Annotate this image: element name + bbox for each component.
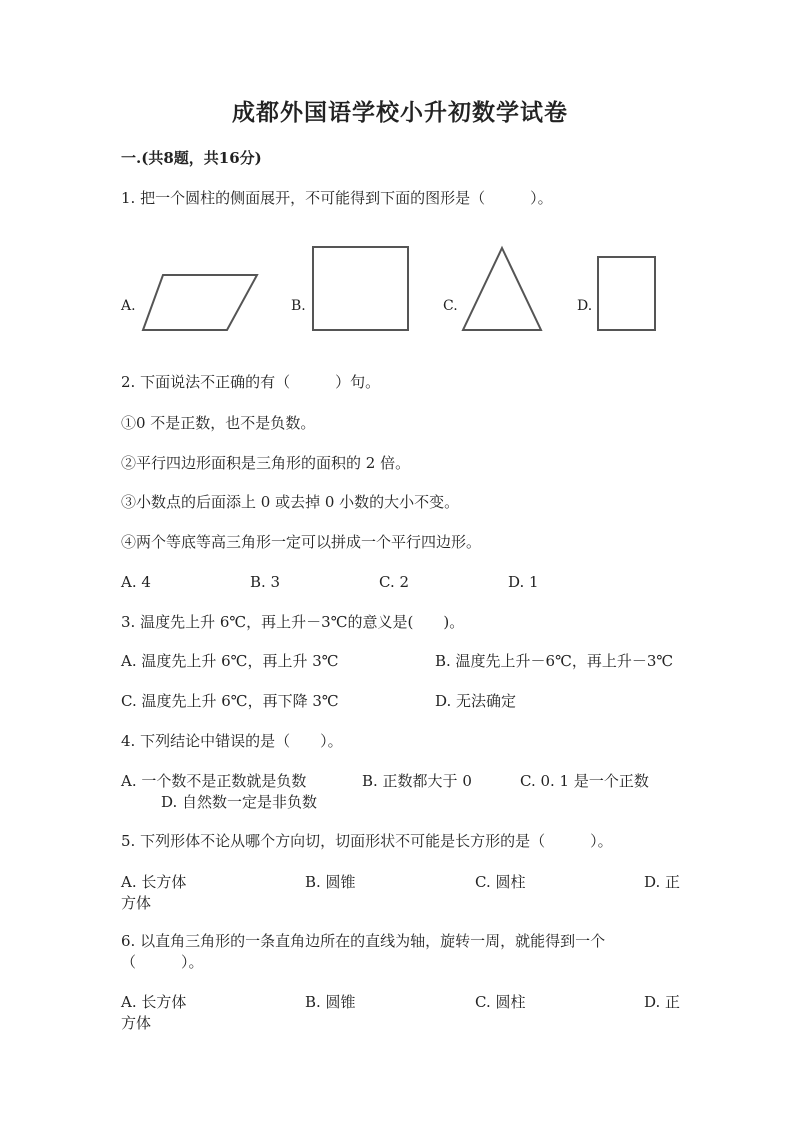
q2-option-c: C. 2 <box>379 573 410 591</box>
square-shape <box>313 247 408 330</box>
q3-option-a: A. 温度先上升 6℃，再上升 3℃ <box>121 652 339 670</box>
q4-option-a: A. 一个数不是正数就是负数 <box>121 772 307 790</box>
q6-option-b: B. 圆锥 <box>305 993 356 1011</box>
triangle-shape <box>463 248 541 330</box>
q2-statement-2: ②平行四边形面积是三角形的面积的 2 倍。 <box>121 454 411 472</box>
q2-option-a: A. 4 <box>121 573 151 591</box>
q1-option-c-label: C. <box>443 298 458 314</box>
q6-option-c: C. 圆柱 <box>475 993 526 1011</box>
question-6-stem-line-1: 6. 以直角三角形的一条直角边所在的直线为轴，旋转一周，就能得到一个 <box>121 932 606 950</box>
section-heading: 一.(共8题，共16分) <box>121 149 262 167</box>
q2-option-d: D. 1 <box>508 573 539 591</box>
question-3-stem: 3. 温度先上升 6℃，再上升－3℃的意义是( )。 <box>121 613 465 631</box>
q1-option-b-label: B. <box>291 298 306 314</box>
q2-option-b: B. 3 <box>250 573 281 591</box>
parallelogram-shape <box>143 275 257 330</box>
q3-option-b: B. 温度先上升－6℃，再上升－3℃ <box>435 652 674 670</box>
question-5-stem: 5. 下列形体不论从哪个方向切，切面形状不可能是长方形的是（ ）。 <box>121 832 613 850</box>
q2-statement-1: ①0 不是正数，也不是负数。 <box>121 414 316 432</box>
q2-statement-3: ③小数点的后面添上 0 或去掉 0 小数的大小不变。 <box>121 493 460 511</box>
q6-option-d-wrap: 方体 <box>121 1014 152 1032</box>
q5-option-b: B. 圆锥 <box>305 873 356 891</box>
question-1-stem: 1. 把一个圆柱的侧面展开，不可能得到下面的图形是（ ）。 <box>121 189 553 207</box>
q3-option-d: D. 无法确定 <box>435 692 517 710</box>
rectangle-shape <box>598 257 655 330</box>
q6-option-d: D. 正 <box>644 993 681 1011</box>
q3-option-c: C. 温度先上升 6℃，再下降 3℃ <box>121 692 339 710</box>
question-4-stem: 4. 下列结论中错误的是（ ）。 <box>121 732 343 750</box>
q4-option-c: C. 0. 1 是一个正数 <box>520 772 649 790</box>
q5-option-c: C. 圆柱 <box>475 873 526 891</box>
page-title: 成都外国语学校小升初数学试卷 <box>232 99 568 126</box>
q1-option-d-label: D. <box>577 298 593 314</box>
q5-option-d-wrap: 方体 <box>121 894 152 912</box>
question-6-stem-line-2: （ ）。 <box>121 953 204 971</box>
q5-option-a: A. 长方体 <box>121 873 187 891</box>
q2-statement-4: ④两个等底等高三角形一定可以拼成一个平行四边形。 <box>121 533 482 551</box>
question-2-stem: 2. 下面说法不正确的有（ ）句。 <box>121 373 381 391</box>
q1-option-a-label: A. <box>121 298 136 314</box>
q6-option-a: A. 长方体 <box>121 993 187 1011</box>
q5-option-d: D. 正 <box>644 873 681 891</box>
q4-option-b: B. 正数都大于 0 <box>362 772 472 790</box>
q4-option-d: D. 自然数一定是非负数 <box>161 793 318 811</box>
